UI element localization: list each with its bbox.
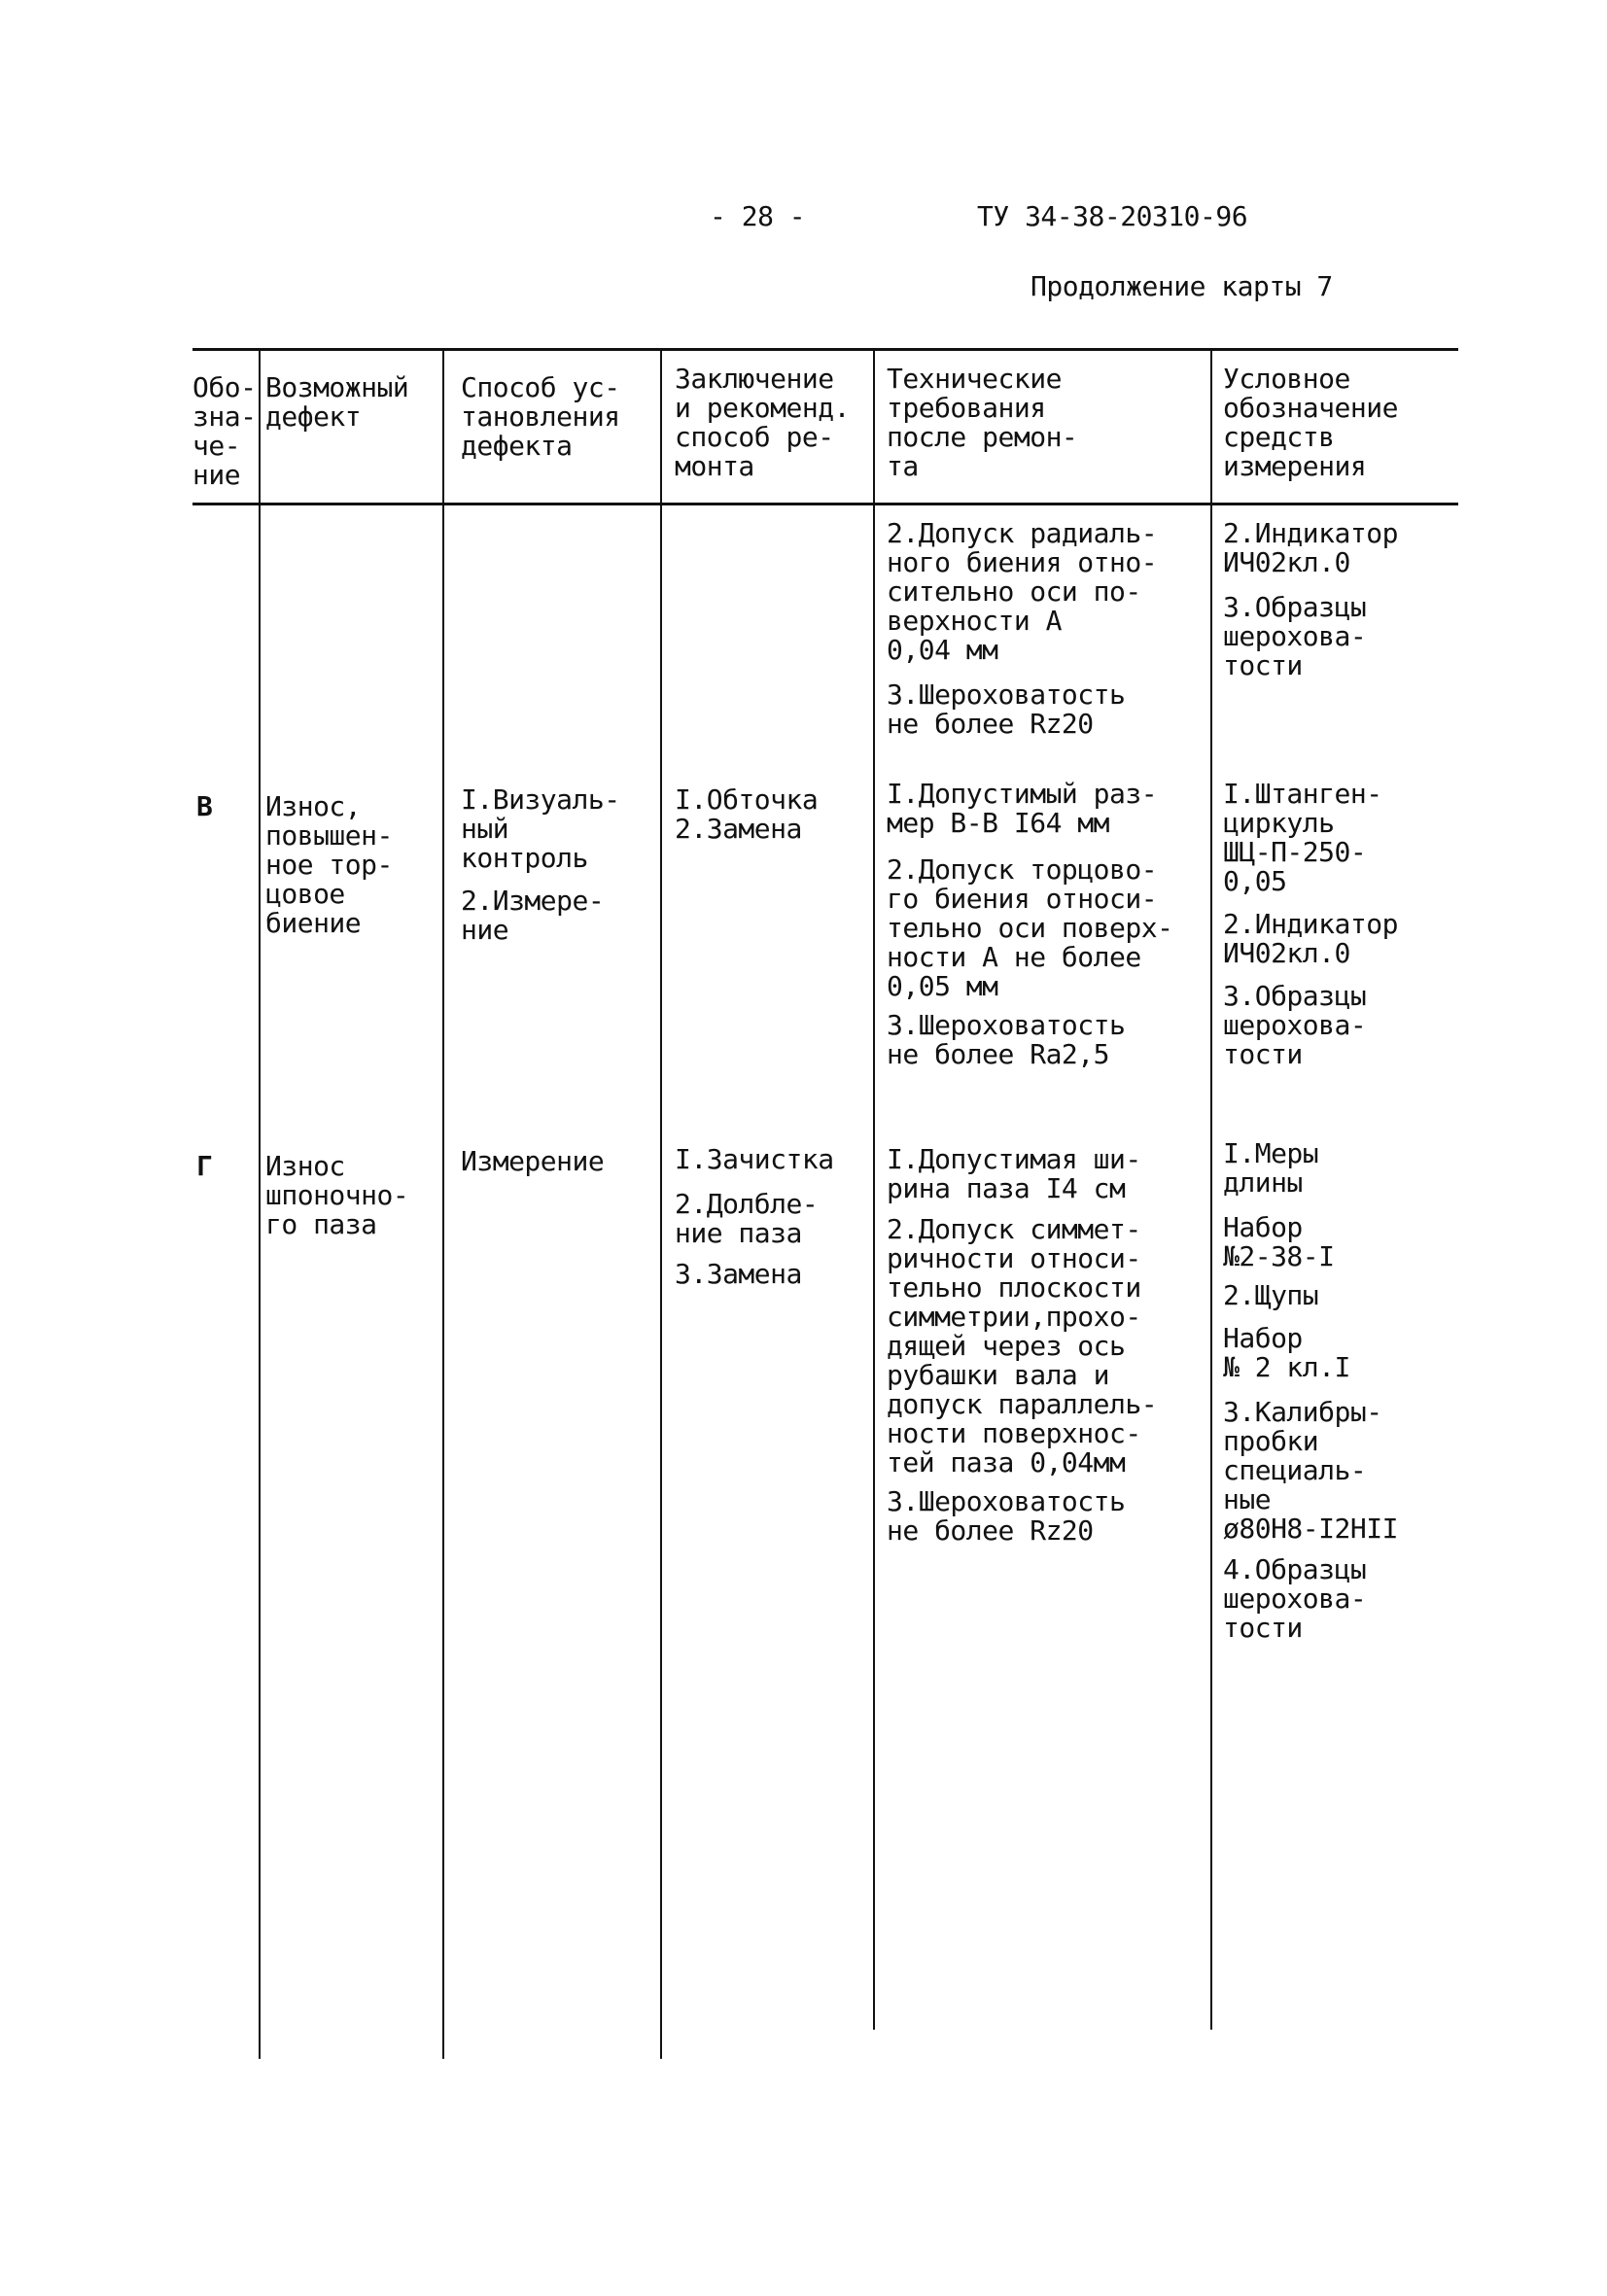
document-code: ТУ 34-38-20310-96: [977, 200, 1248, 232]
page-number: - 28 -: [710, 200, 806, 232]
row3-defect: Износ шпоночно- го паза: [265, 1150, 409, 1240]
column-divider-3: [660, 348, 662, 2059]
row3-requirement-1: I.Допустимая ши- рина паза I4 см: [887, 1143, 1141, 1204]
row2-requirement-3: 3.Шероховатость не более Ra2,5: [887, 1009, 1126, 1070]
continuation-label: Продолжение карты 7: [1031, 270, 1333, 302]
header-conclusion: Заключение и рекоменд. способ ре- монта: [675, 363, 850, 482]
row2-instrument-2: 2.Индикатор ИЧ02кл.0: [1223, 908, 1398, 969]
table-top-border: [192, 348, 1458, 351]
row3-instrument-4: Набор № 2 кл.I: [1223, 1322, 1350, 1383]
row3-instrument-6: 4.Образцы шерохова- тости: [1223, 1553, 1367, 1644]
column-divider-1: [259, 348, 261, 2059]
row2-conclusion: I.Обточка 2.Замена: [675, 783, 819, 845]
column-divider-5: [1210, 348, 1212, 2030]
header-requirements: Технические требования после ремон- та: [887, 363, 1078, 482]
row3-conclusion-1: I.Зачистка: [675, 1143, 834, 1175]
row2-method-2: 2.Измере- ние: [461, 885, 605, 946]
header-designation: Обо- зна- че- ние: [192, 371, 257, 491]
row3-conclusion-2: 2.Долбле- ние паза: [675, 1188, 819, 1249]
row1-requirement-3: 3.Шероховатость не более Rz20: [887, 678, 1126, 740]
row2-designation: В: [196, 790, 213, 822]
row2-requirement-1: I.Допустимый раз- мер В-В I64 мм: [887, 778, 1158, 839]
row2-defect: Износ, повышен- ное тор- цовое биение: [265, 790, 393, 939]
column-divider-2: [442, 348, 444, 2059]
header-bottom-border: [192, 503, 1458, 505]
row3-designation: Г: [196, 1150, 213, 1182]
row1-instrument-2: 2.Индикатор ИЧ02кл.0: [1223, 517, 1398, 578]
row2-instrument-1: I.Штанген- циркуль ШЦ-П-250- 0,05: [1223, 778, 1382, 897]
row2-instrument-3: 3.Образцы шерохова- тости: [1223, 980, 1367, 1070]
row3-requirement-2: 2.Допуск симмет- ричности относи- тельно плоскости симметрии,прохо- дящей через ось рубашки вала и допуск параллель- ности поверхнос- тей паза 0,04мм: [887, 1213, 1158, 1478]
header-defect: Возможный дефект: [265, 371, 409, 433]
header-method: Способ ус- тановления дефекта: [461, 371, 620, 462]
header-instruments: Условное обозначение средств измерения: [1223, 363, 1398, 482]
row2-requirement-2: 2.Допуск торцово- го биения относи- тельно оси поверх- ности А не более 0,05 мм: [887, 853, 1173, 1002]
row3-instrument-2: Набор №2-38-I: [1223, 1211, 1335, 1272]
row3-conclusion-3: 3.Замена: [675, 1258, 802, 1290]
row3-instrument-3: 2.Щупы: [1223, 1279, 1319, 1311]
row3-instrument-1: I.Меры длины: [1223, 1137, 1319, 1199]
row3-method: Измерение: [461, 1145, 605, 1177]
row3-requirement-3: 3.Шероховатость не более Rz20: [887, 1485, 1126, 1547]
row3-instrument-5: 3.Калибры- пробки специаль- ные ø80H8-I2HII: [1223, 1396, 1398, 1545]
row1-instrument-3: 3.Образцы шерохова- тости: [1223, 591, 1367, 681]
row2-method-1: I.Визуаль- ный контроль: [461, 783, 620, 874]
column-divider-4: [873, 348, 875, 2030]
row1-requirement-2: 2.Допуск радиаль- ного биения отно- сительно оси по- верхности А 0,04 мм: [887, 517, 1158, 666]
